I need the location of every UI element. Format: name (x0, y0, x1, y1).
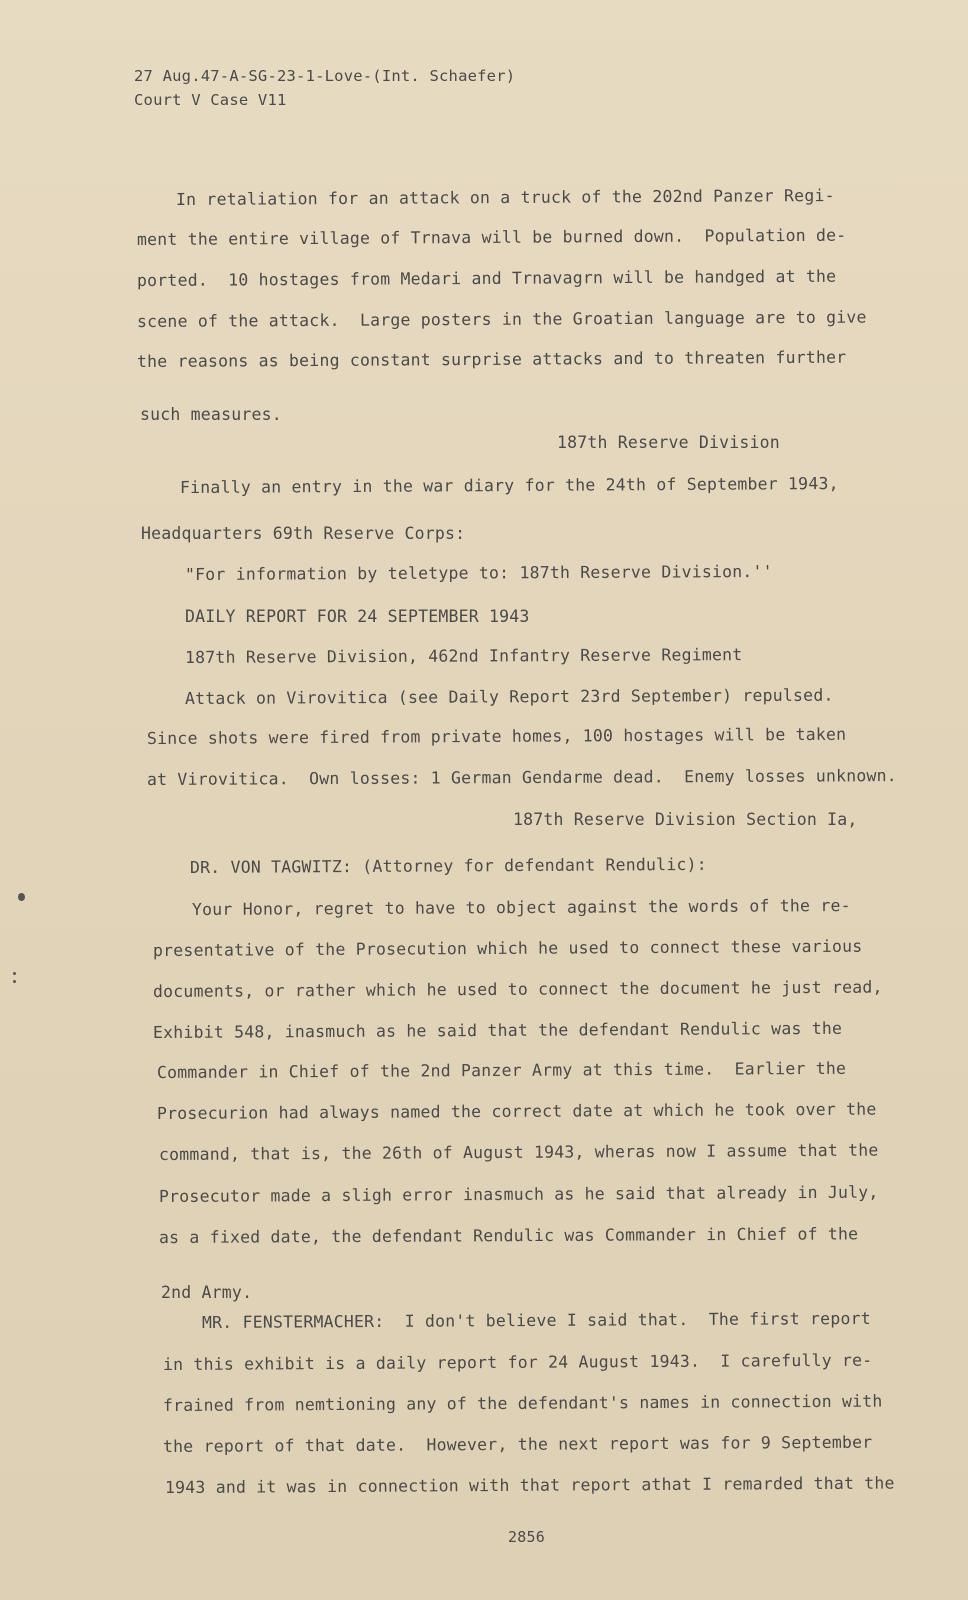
body-line: ment the entire village of Trnava will be burned down. Population de- (136, 225, 847, 249)
body-line: 1943 and it was in connection with that report athat I remarded that the (164, 1473, 895, 1497)
body-line: Commander in Chief of the 2nd Panzer Army at this time. Earlier the (156, 1058, 847, 1082)
speaker-line: DR. VON TAGWITZ: (Attorney for defendant Rendulic): (189, 854, 707, 877)
body-line: "For information by teletype to: 187th Reserve Division.'' (184, 561, 773, 584)
body-line: Attack on Virovitica (see Daily Report 23rd September) repulsed. (184, 685, 834, 708)
body-line: Prosecurion had always named the correct date at which he took over the (156, 1099, 877, 1123)
body-line: at Virovitica. Own losses: 1 German Gendarme dead. Enemy losses unknown. (146, 766, 897, 789)
body-line: Prosecutor made a sligh error inasmuch as he said that already in July, (158, 1182, 879, 1206)
body-line: the report of that date. However, the next report was for 9 September (162, 1432, 873, 1456)
body-line: ported. 10 hostages from Medari and Trnavagrn will be handged at the (136, 266, 837, 290)
punch-mark (18, 893, 25, 901)
body-line: Finally an entry in the war diary for the 24th of September 1943, (179, 473, 839, 497)
body-line: the reasons as being constant surprise attacks and to threaten further (136, 347, 847, 371)
punch-mark (13, 972, 16, 975)
header-line-1: 27 Aug.47-A-SG-23-1-Love-(Int. Schaefer) (134, 67, 516, 85)
body-line: 2nd Army. (161, 1283, 253, 1302)
body-line: as a fixed date, the defendant Rendulic was Commander in Chief of the (158, 1224, 859, 1247)
body-line: scene of the attack. Large posters in the Groatian language are to give (136, 307, 867, 331)
body-line: such measures. (140, 405, 282, 424)
body-line: command, that is, the 26th of August 1943, wheras now I assume that the (158, 1140, 879, 1164)
section-signature: 187th Reserve Division Section Ia, (513, 810, 858, 829)
body-line: In retaliation for an attack on a truck of the 202nd Panzer Regi- (175, 185, 835, 209)
header-line-2: Court V Case V11 (134, 91, 287, 109)
body-line: 187th Reserve Division, 462nd Infantry Reserve Regiment (184, 645, 743, 667)
division-signature: 187th Reserve Division (557, 433, 780, 452)
body-line: Your Honor, regret to have to object against the words of the re- (191, 895, 851, 919)
body-line: documents, or rather which he used to connect the document he just read, (152, 977, 883, 1001)
body-line: DAILY REPORT FOR 24 SEPTEMBER 1943 (185, 607, 530, 626)
body-line: frained from nemtioning any of the defendant's names in connection with (162, 1391, 883, 1415)
body-line: Exhibit 548, inasmuch as he said that the defendant Rendulic was the (152, 1018, 843, 1042)
page-number: 2856 (508, 1528, 545, 1546)
body-line: presentative of the Prosecution which he used to connect these various (152, 936, 863, 960)
body-line: Headquarters 69th Reserve Corps: (141, 524, 466, 543)
speaker-line: MR. FENSTERMACHER: I don't believe I said that. The first report (201, 1308, 871, 1332)
body-line: in this exhibit is a daily report for 24 August 1943. I carefully re- (162, 1350, 873, 1374)
punch-mark (13, 980, 16, 983)
body-line: Since shots were fired from private homes, 100 hostages will be taken (146, 724, 847, 748)
